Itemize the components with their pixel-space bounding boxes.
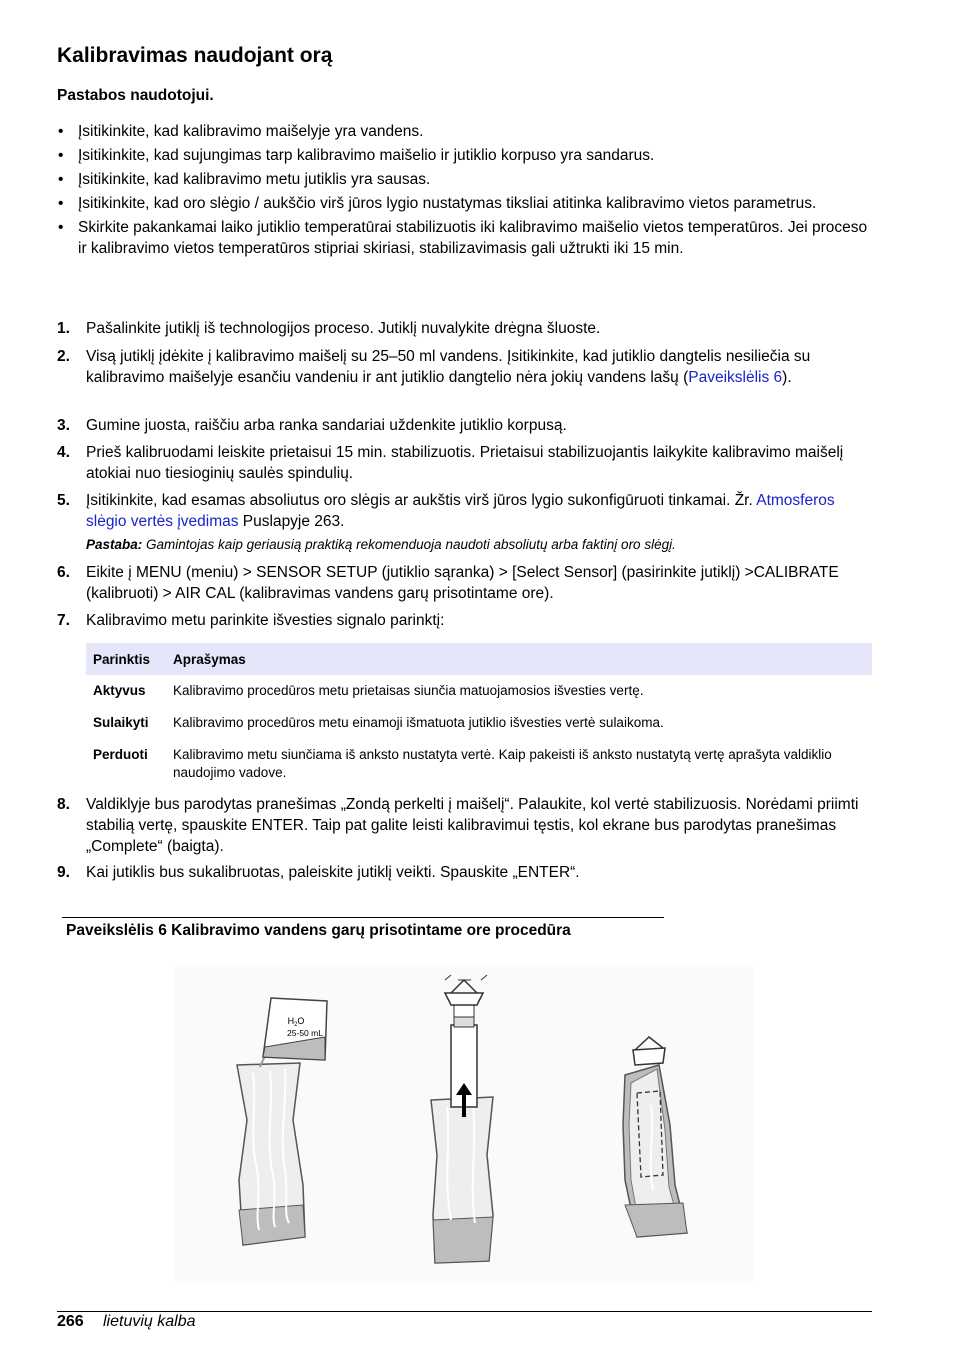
page-language: lietuvių kalba [103, 1313, 196, 1330]
step-number: 2. [57, 348, 70, 365]
step-9 [57, 862, 877, 883]
figure-caption: Paveikslėlis 6 Kalibravimo vandens garų prisotintame ore procedūra [66, 922, 571, 939]
calibration-figure [175, 965, 753, 1283]
note-text: Gamintojas kaip geriausią praktiką rekomenduoja naudoti absoliutų arba faktinį oro slėgį. [142, 537, 676, 552]
option-name: Perduoti [93, 747, 148, 762]
sensor-ring [454, 1017, 474, 1027]
step-8 [57, 794, 877, 857]
step-3 [57, 415, 877, 436]
step-text-part: ). [782, 369, 792, 386]
step-text [86, 346, 877, 388]
notes-heading: Pastabos naudotojui. [57, 87, 214, 104]
step-1 [57, 318, 877, 339]
step-7 [57, 610, 877, 631]
figure-link[interactable]: Paveikslėlis 6 [688, 369, 783, 386]
step-text: Kalibravimo metu parinkite išvesties signalo parinktį: [86, 612, 445, 629]
note-label: Pastaba: [86, 537, 143, 552]
list-item: • Įsitikinkite, kad kalibravimo maišelyje yra vandens. [57, 121, 877, 142]
notes-list [57, 121, 877, 262]
list-item: • Įsitikinkite, kad kalibravimo metu jutiklis yra sausas. [57, 169, 877, 190]
step-number: 3. [57, 417, 70, 434]
option-name: Aktyvus [93, 683, 146, 698]
list-item: • Skirkite pakankamai laiko jutiklio temperatūrai stabilizuotis iki kalibravimo maišelio vietos temperatūros. Jei proceso ir kalibravimo vietos temperatūros stipriai skiriasi, stabilizavimasis gali užtrukti iki 15 min. [57, 217, 877, 259]
bag-water [433, 1217, 493, 1263]
page-number: 266 [57, 1313, 84, 1330]
step-text: Pašalinkite jutiklį iš technologijos proceso. Jutiklį nuvalykite drėgna šluoste. [86, 320, 601, 337]
step-text: Gumine juosta, raiščiu arba ranka sandariai uždenkite jutiklio korpusą. [86, 417, 567, 434]
step-text: Kai jutiklis bus sukalibruotas, paleiskite jutiklį veikti. Spauskite „ENTER“. [86, 864, 580, 881]
sensor-connector [445, 993, 483, 1005]
output-options-table [86, 643, 872, 789]
atmospheric-pressure-link[interactable]: Atmosferos slėgio vertės įvedimas [86, 492, 835, 530]
table-row [86, 739, 872, 789]
table-header-row [86, 643, 872, 675]
cup-label-formula: $H_2O$ [287, 1016, 305, 1028]
header-description: Aprašymas [166, 643, 872, 675]
header-option: Parinktis [86, 643, 166, 675]
step-number: 7. [57, 612, 70, 629]
step-number: 6. [57, 564, 70, 581]
cup-label-volume: 25-50 mL [287, 1028, 323, 1038]
step-number: 5. [57, 492, 70, 509]
step-5 [57, 490, 877, 532]
page-title: Kalibravimas naudojant orą [57, 44, 333, 67]
sensor-collar [454, 1005, 474, 1017]
step-number: 9. [57, 864, 70, 881]
sensor-cap [633, 1048, 665, 1065]
step-2 [57, 346, 877, 388]
step-number: 8. [57, 796, 70, 813]
option-description: Kalibravimo metu siunčiama iš anksto nustatyta vertė. Kaip pakeisti iš anksto nustatytą vertę aprašyta valdiklio naudojimo vadove. [173, 747, 832, 780]
step-6 [57, 562, 877, 604]
calibration-illustration [175, 965, 753, 1283]
figure-divider [62, 917, 664, 918]
step-number: 1. [57, 320, 70, 337]
option-description: Kalibravimo procedūros metu prietaisas siunčia matuojamosios išvesties vertę. [173, 683, 644, 698]
step-text: Prieš kalibruodami leiskite prietaisui 15 min. stabilizuotis. Prietaisui stabilizuojantis laikykite kalibravimo maišelį atokiai nuo tiesioginių saulės spindulių. [86, 444, 844, 482]
option-description: Kalibravimo procedūros metu einamoji išmatuota jutiklio išvesties vertė sulaikoma. [173, 715, 664, 730]
step-number: 4. [57, 444, 70, 461]
step-text [86, 490, 877, 532]
table-row [86, 675, 872, 707]
table-row [86, 707, 872, 739]
step-text-part: Įsitikinkite, kad esamas absoliutus oro slėgis ar aukštis virš jūros lygio sukonfigūruoti tinkamai. Žr. [86, 492, 757, 509]
note [86, 537, 676, 552]
step-text: Eikite į MENU (meniu) > SENSOR SETUP (jutiklio sąranka) > [Select Sensor] (pasirinkite jutiklį) >CALIBRATE (kalibruoti) > AIR CAL (kalibravimas vandens garų prisotintame ore). [86, 564, 839, 602]
step-text-part: Puslapyje 263. [238, 513, 345, 530]
step-text: Valdiklyje bus parodytas pranešimas „Zondą perkelti į maišelį“. Palaukite, kol vertė stabilizuosis. Norėdami priimti stabilią vertę, spauskite ENTER. Taip pat galite leisti kalibravimui tęstis, kol ekrane bus parodytas pranešimas „Complete“ (baigta). [86, 796, 859, 855]
footer-divider [57, 1311, 872, 1312]
step-text-part: Visą jutiklį įdėkite į kalibravimo maišelį su 25–50 ml vandens. Įsitikinkite, kad jutiklio dangtelis nesiliečia su kalibravimo maišelyje esančiu vandeniu ir ant jutiklio dangtelio nėra jokių vandens lašų ( [86, 348, 811, 386]
step-4 [57, 442, 877, 484]
option-name: Sulaikyti [93, 715, 149, 730]
list-item: • Įsitikinkite, kad oro slėgio / aukščio virš jūros lygio nustatymas tiksliai atitinka kalibravimo vietos parametrus. [57, 193, 877, 214]
list-item: • Įsitikinkite, kad sujungimas tarp kalibravimo maišelio ir jutiklio korpuso yra sandarus. [57, 145, 877, 166]
